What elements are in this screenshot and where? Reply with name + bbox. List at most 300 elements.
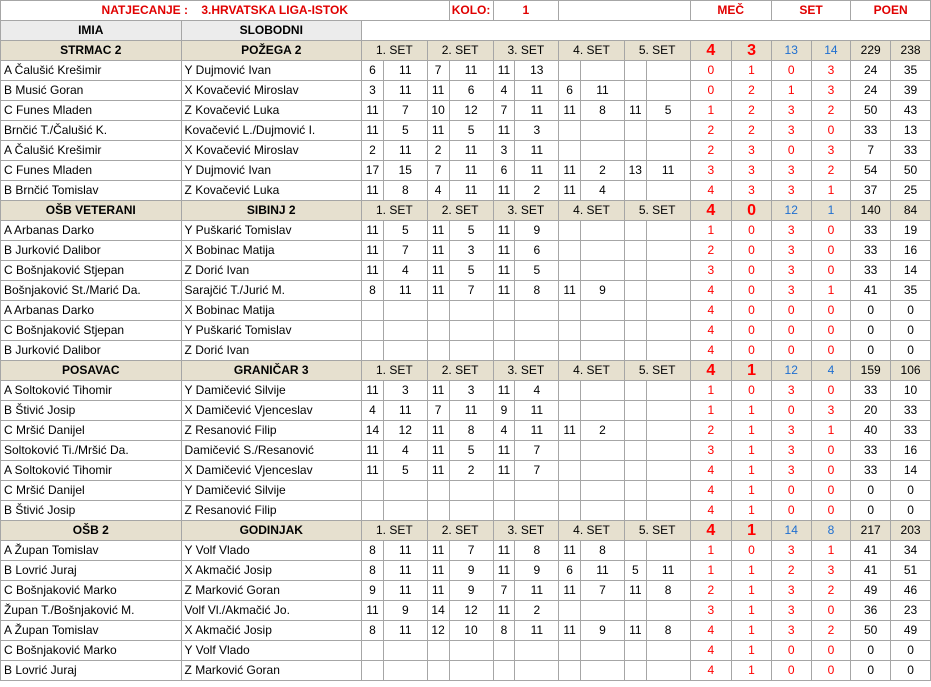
game-sets-away: 1 xyxy=(811,541,851,561)
column-head-row xyxy=(1,21,931,41)
game-row xyxy=(1,581,931,601)
running-match-home: 4 xyxy=(690,481,732,501)
game-sets-home: 3 xyxy=(771,541,811,561)
set-score-1-home: 11 xyxy=(362,261,384,281)
sets-total-home: 12 xyxy=(771,201,811,221)
set-score-5-home xyxy=(624,61,646,81)
set-score-5-home xyxy=(624,321,646,341)
set-score-5-home xyxy=(624,601,646,621)
set-score-1-away: 11 xyxy=(383,561,427,581)
set-score-2-away: 3 xyxy=(449,381,493,401)
set-score-3-away: 8 xyxy=(515,281,559,301)
set-score-2-away: 11 xyxy=(449,401,493,421)
set-score-3-away xyxy=(515,321,559,341)
set-score-4-home xyxy=(559,221,581,241)
away-player: Kovačević L./Dujmović I. xyxy=(181,121,361,141)
game-sets-away: 3 xyxy=(811,61,851,81)
home-player: A Soltoković Tihomir xyxy=(1,461,182,481)
away-player: Y Damičević Silvije xyxy=(181,481,361,501)
set-score-5-home: 5 xyxy=(624,561,646,581)
set-score-2-away xyxy=(449,321,493,341)
set-score-1-home: 4 xyxy=(362,401,384,421)
set-score-5-away: 8 xyxy=(646,621,690,641)
away-player: Z Kovačević Luka xyxy=(181,101,361,121)
set-score-4-away xyxy=(581,401,625,421)
running-match-away: 1 xyxy=(732,601,772,621)
set-score-3-home: 11 xyxy=(493,261,515,281)
set-score-5-home xyxy=(624,301,646,321)
set-score-2-home: 10 xyxy=(427,101,449,121)
set-score-4-home: 11 xyxy=(559,161,581,181)
game-row xyxy=(1,641,931,661)
running-match-home: 0 xyxy=(690,81,732,101)
game-sets-home: 3 xyxy=(771,461,811,481)
set-score-5-home: 13 xyxy=(624,161,646,181)
set-score-3-home: 8 xyxy=(493,621,515,641)
set-score-1-away xyxy=(383,661,427,681)
set-score-3-home xyxy=(493,661,515,681)
match-score-away: 3 xyxy=(732,41,772,61)
running-match-home: 3 xyxy=(690,161,732,181)
home-player: B Musić Goran xyxy=(1,81,182,101)
running-match-home: 4 xyxy=(690,321,732,341)
game-sets-home: 3 xyxy=(771,101,811,121)
game-points-home: 33 xyxy=(851,221,891,241)
away-player: Z Marković Goran xyxy=(181,581,361,601)
set-score-3-home: 9 xyxy=(493,401,515,421)
home-column-head: IMIA xyxy=(1,21,182,41)
match-score-home: 4 xyxy=(690,201,732,221)
set-score-4-home: 11 xyxy=(559,541,581,561)
set-score-1-away xyxy=(383,501,427,521)
set-score-2-home: 11 xyxy=(427,261,449,281)
team-header-row xyxy=(1,521,931,541)
game-sets-home: 3 xyxy=(771,421,811,441)
home-player: B Lovrić Juraj xyxy=(1,561,182,581)
game-sets-home: 0 xyxy=(771,501,811,521)
running-match-away: 2 xyxy=(732,101,772,121)
game-sets-away: 2 xyxy=(811,581,851,601)
set-score-5-away xyxy=(646,81,690,101)
set-score-1-away: 11 xyxy=(383,541,427,561)
running-match-away: 1 xyxy=(732,641,772,661)
set-score-1-home: 8 xyxy=(362,621,384,641)
set-score-3-away: 11 xyxy=(515,581,559,601)
game-points-away: 19 xyxy=(891,221,931,241)
set-score-5-home xyxy=(624,181,646,201)
match-score-away: 0 xyxy=(732,201,772,221)
points-total-home: 229 xyxy=(851,41,891,61)
game-sets-away: 3 xyxy=(811,561,851,581)
set-score-2-home: 11 xyxy=(427,461,449,481)
match-score-home: 4 xyxy=(690,41,732,61)
set-score-4-away: 11 xyxy=(581,561,625,581)
game-sets-away: 0 xyxy=(811,501,851,521)
points-total-away: 238 xyxy=(891,41,931,61)
set-score-5-home: 11 xyxy=(624,101,646,121)
set-score-4-home xyxy=(559,61,581,81)
running-match-home: 0 xyxy=(690,61,732,81)
game-points-home: 41 xyxy=(851,541,891,561)
away-player: Z Dorić Ivan xyxy=(181,341,361,361)
set-score-4-away: 9 xyxy=(581,621,625,641)
set-score-2-away: 8 xyxy=(449,421,493,441)
set-score-3-away: 7 xyxy=(515,461,559,481)
set-score-2-home: 7 xyxy=(427,61,449,81)
set-score-5-home xyxy=(624,641,646,661)
game-points-home: 33 xyxy=(851,461,891,481)
set-score-3-away: 9 xyxy=(515,221,559,241)
game-row xyxy=(1,341,931,361)
game-points-away: 39 xyxy=(891,81,931,101)
home-player: Soltoković Ti./Mršić Da. xyxy=(1,441,182,461)
set-score-3-home: 11 xyxy=(493,241,515,261)
running-match-home: 1 xyxy=(690,541,732,561)
set-label-2: 2. SET xyxy=(427,41,493,61)
running-match-away: 1 xyxy=(732,561,772,581)
running-match-away: 3 xyxy=(732,181,772,201)
sets-total-away: 8 xyxy=(811,521,851,541)
set-score-2-away xyxy=(449,501,493,521)
set-score-2-home: 11 xyxy=(427,381,449,401)
set-score-4-home xyxy=(559,441,581,461)
running-match-away: 1 xyxy=(732,441,772,461)
running-match-home: 4 xyxy=(690,181,732,201)
set-score-5-away xyxy=(646,121,690,141)
game-row xyxy=(1,561,931,581)
match-score-home: 4 xyxy=(690,361,732,381)
game-points-away: 16 xyxy=(891,441,931,461)
game-sets-home: 2 xyxy=(771,561,811,581)
game-sets-home: 0 xyxy=(771,61,811,81)
set-score-5-away: 8 xyxy=(646,581,690,601)
set-score-1-home: 11 xyxy=(362,241,384,261)
game-sets-away: 0 xyxy=(811,241,851,261)
game-sets-home: 0 xyxy=(771,321,811,341)
set-score-5-home xyxy=(624,81,646,101)
home-team-name: OŠB 2 xyxy=(1,521,182,541)
game-sets-home: 3 xyxy=(771,261,811,281)
set-header: SET xyxy=(771,1,850,21)
game-points-home: 0 xyxy=(851,501,891,521)
game-points-away: 16 xyxy=(891,241,931,261)
game-row xyxy=(1,421,931,441)
game-points-away: 0 xyxy=(891,301,931,321)
running-match-home: 4 xyxy=(690,501,732,521)
game-row xyxy=(1,101,931,121)
game-sets-home: 3 xyxy=(771,601,811,621)
running-match-home: 4 xyxy=(690,301,732,321)
game-sets-home: 3 xyxy=(771,181,811,201)
set-score-1-away: 11 xyxy=(383,401,427,421)
set-score-4-home xyxy=(559,341,581,361)
game-row xyxy=(1,441,931,461)
game-row xyxy=(1,401,931,421)
game-sets-home: 0 xyxy=(771,641,811,661)
set-score-5-away xyxy=(646,281,690,301)
header-row xyxy=(1,1,931,21)
set-score-3-home xyxy=(493,301,515,321)
points-total-away: 106 xyxy=(891,361,931,381)
home-player: B Štivić Josip xyxy=(1,501,182,521)
set-score-1-home: 8 xyxy=(362,541,384,561)
set-score-3-home: 11 xyxy=(493,461,515,481)
game-sets-home: 3 xyxy=(771,281,811,301)
set-score-4-away: 2 xyxy=(581,421,625,441)
set-score-2-away: 5 xyxy=(449,441,493,461)
set-label-4: 4. SET xyxy=(559,201,625,221)
set-label-5: 5. SET xyxy=(624,201,690,221)
game-points-away: 49 xyxy=(891,621,931,641)
home-player: C Mršić Danijel xyxy=(1,421,182,441)
set-score-1-home: 14 xyxy=(362,421,384,441)
game-points-home: 41 xyxy=(851,281,891,301)
set-score-4-away xyxy=(581,301,625,321)
set-score-5-home xyxy=(624,141,646,161)
set-score-4-away xyxy=(581,601,625,621)
set-score-5-home xyxy=(624,121,646,141)
set-score-4-away xyxy=(581,341,625,361)
game-points-home: 0 xyxy=(851,661,891,681)
game-points-away: 14 xyxy=(891,261,931,281)
set-score-5-away xyxy=(646,261,690,281)
set-score-1-home: 3 xyxy=(362,81,384,101)
set-score-4-away: 4 xyxy=(581,181,625,201)
set-score-4-away: 8 xyxy=(581,541,625,561)
home-player: C Funes Mladen xyxy=(1,101,182,121)
set-score-5-away xyxy=(646,421,690,441)
away-player: X Bobinac Matija xyxy=(181,241,361,261)
game-sets-home: 3 xyxy=(771,441,811,461)
game-sets-home: 0 xyxy=(771,481,811,501)
game-row xyxy=(1,461,931,481)
set-score-4-home xyxy=(559,261,581,281)
set-score-4-away: 2 xyxy=(581,161,625,181)
set-score-2-home xyxy=(427,481,449,501)
set-score-2-home: 11 xyxy=(427,581,449,601)
set-score-2-home: 12 xyxy=(427,621,449,641)
set-score-4-away xyxy=(581,61,625,81)
sets-total-home: 13 xyxy=(771,41,811,61)
game-points-away: 34 xyxy=(891,541,931,561)
game-points-away: 10 xyxy=(891,381,931,401)
set-score-5-away xyxy=(646,321,690,341)
set-score-3-home: 11 xyxy=(493,181,515,201)
set-label-3: 3. SET xyxy=(493,521,559,541)
set-score-5-away xyxy=(646,61,690,81)
game-points-home: 33 xyxy=(851,241,891,261)
set-score-5-away xyxy=(646,501,690,521)
set-score-5-home xyxy=(624,381,646,401)
set-label-4: 4. SET xyxy=(559,361,625,381)
game-sets-away: 2 xyxy=(811,101,851,121)
set-score-3-home: 11 xyxy=(493,541,515,561)
set-score-5-home xyxy=(624,461,646,481)
game-sets-away: 3 xyxy=(811,141,851,161)
set-label-4: 4. SET xyxy=(559,41,625,61)
running-match-away: 0 xyxy=(732,301,772,321)
game-row xyxy=(1,261,931,281)
game-row xyxy=(1,61,931,81)
set-score-2-away: 12 xyxy=(449,101,493,121)
set-score-1-home: 11 xyxy=(362,121,384,141)
game-points-home: 0 xyxy=(851,481,891,501)
away-player: Z Dorić Ivan xyxy=(181,261,361,281)
game-row xyxy=(1,501,931,521)
set-score-1-home: 11 xyxy=(362,441,384,461)
game-points-home: 0 xyxy=(851,341,891,361)
set-score-3-away xyxy=(515,481,559,501)
set-score-3-home xyxy=(493,641,515,661)
away-player: X Bobinac Matija xyxy=(181,301,361,321)
set-score-1-away: 11 xyxy=(383,581,427,601)
set-score-2-home: 7 xyxy=(427,401,449,421)
set-score-3-away: 11 xyxy=(515,621,559,641)
home-player: A Čalušić Krešimir xyxy=(1,141,182,161)
running-match-home: 2 xyxy=(690,141,732,161)
game-row xyxy=(1,321,931,341)
set-score-1-home: 11 xyxy=(362,601,384,621)
running-match-away: 0 xyxy=(732,221,772,241)
set-score-5-away xyxy=(646,481,690,501)
running-match-away: 0 xyxy=(732,341,772,361)
set-score-1-home: 11 xyxy=(362,101,384,121)
set-score-4-home: 6 xyxy=(559,81,581,101)
game-points-away: 0 xyxy=(891,641,931,661)
set-score-3-home: 7 xyxy=(493,581,515,601)
set-score-5-home xyxy=(624,481,646,501)
game-sets-away: 0 xyxy=(811,441,851,461)
set-score-5-home: 11 xyxy=(624,581,646,601)
set-score-4-home: 11 xyxy=(559,581,581,601)
column-head-spacer xyxy=(362,21,931,41)
game-points-away: 46 xyxy=(891,581,931,601)
running-match-home: 1 xyxy=(690,381,732,401)
running-match-home: 4 xyxy=(690,621,732,641)
set-score-2-home xyxy=(427,661,449,681)
game-points-away: 43 xyxy=(891,101,931,121)
set-score-4-home xyxy=(559,401,581,421)
set-score-5-away xyxy=(646,441,690,461)
running-match-away: 0 xyxy=(732,281,772,301)
set-score-5-away xyxy=(646,241,690,261)
set-score-1-home xyxy=(362,481,384,501)
set-score-3-away xyxy=(515,641,559,661)
set-score-3-away: 11 xyxy=(515,421,559,441)
set-score-4-home xyxy=(559,301,581,321)
running-match-away: 3 xyxy=(732,141,772,161)
game-sets-away: 0 xyxy=(811,381,851,401)
away-player: X Damičević Vjenceslav xyxy=(181,461,361,481)
home-player: B Brnčić Tomislav xyxy=(1,181,182,201)
mec-header: MEČ xyxy=(690,1,771,21)
set-label-2: 2. SET xyxy=(427,361,493,381)
set-score-4-home xyxy=(559,481,581,501)
game-points-home: 50 xyxy=(851,101,891,121)
set-score-5-home xyxy=(624,441,646,461)
away-player: X Damičević Vjenceslav xyxy=(181,401,361,421)
set-score-4-away xyxy=(581,221,625,241)
set-score-2-away: 9 xyxy=(449,581,493,601)
set-score-2-away xyxy=(449,661,493,681)
set-score-3-away: 3 xyxy=(515,121,559,141)
header-spacer xyxy=(559,1,690,21)
set-score-4-away xyxy=(581,121,625,141)
away-player: Z Kovačević Luka xyxy=(181,181,361,201)
set-score-3-away: 11 xyxy=(515,141,559,161)
running-match-home: 3 xyxy=(690,601,732,621)
set-score-2-away: 11 xyxy=(449,61,493,81)
home-player: B Jurković Dalibor xyxy=(1,241,182,261)
set-score-5-home xyxy=(624,661,646,681)
set-label-5: 5. SET xyxy=(624,361,690,381)
set-score-5-away xyxy=(646,221,690,241)
set-score-2-away: 5 xyxy=(449,221,493,241)
away-player: Y Puškarić Tomislav xyxy=(181,221,361,241)
set-score-2-away: 5 xyxy=(449,261,493,281)
set-score-2-home: 11 xyxy=(427,121,449,141)
running-match-away: 1 xyxy=(732,621,772,641)
set-score-1-away xyxy=(383,641,427,661)
set-score-5-away xyxy=(646,641,690,661)
set-score-3-away: 5 xyxy=(515,261,559,281)
set-score-4-home xyxy=(559,241,581,261)
away-team-name: SIBINJ 2 xyxy=(181,201,361,221)
home-player: C Bošnjaković Stjepan xyxy=(1,321,182,341)
away-player: Z Resanović Filip xyxy=(181,421,361,441)
game-points-home: 33 xyxy=(851,441,891,461)
running-match-home: 2 xyxy=(690,241,732,261)
set-score-2-away: 3 xyxy=(449,241,493,261)
set-score-3-home: 4 xyxy=(493,421,515,441)
running-match-away: 2 xyxy=(732,121,772,141)
running-match-away: 0 xyxy=(732,261,772,281)
set-score-4-away xyxy=(581,261,625,281)
running-match-away: 1 xyxy=(732,581,772,601)
game-row xyxy=(1,381,931,401)
home-player: A Čalušić Krešimir xyxy=(1,61,182,81)
game-points-home: 0 xyxy=(851,301,891,321)
game-sets-home: 0 xyxy=(771,341,811,361)
set-score-5-away xyxy=(646,601,690,621)
set-score-1-away: 9 xyxy=(383,601,427,621)
set-score-5-home xyxy=(624,501,646,521)
set-score-3-home: 3 xyxy=(493,141,515,161)
set-score-3-away: 13 xyxy=(515,61,559,81)
running-match-away: 2 xyxy=(732,81,772,101)
match-score-home: 4 xyxy=(690,521,732,541)
set-score-3-home xyxy=(493,341,515,361)
set-score-2-away: 9 xyxy=(449,561,493,581)
set-score-4-away: 11 xyxy=(581,81,625,101)
set-score-3-home: 11 xyxy=(493,381,515,401)
set-score-4-home xyxy=(559,461,581,481)
set-score-4-home xyxy=(559,381,581,401)
game-sets-home: 1 xyxy=(771,81,811,101)
home-player: Bošnjaković St./Marić Da. xyxy=(1,281,182,301)
set-score-4-away xyxy=(581,381,625,401)
game-points-away: 25 xyxy=(891,181,931,201)
team-header-row xyxy=(1,361,931,381)
set-label-5: 5. SET xyxy=(624,521,690,541)
game-sets-home: 0 xyxy=(771,661,811,681)
game-points-home: 50 xyxy=(851,621,891,641)
set-score-5-away xyxy=(646,381,690,401)
set-score-1-away: 7 xyxy=(383,101,427,121)
game-points-home: 33 xyxy=(851,261,891,281)
set-score-1-home: 11 xyxy=(362,181,384,201)
set-score-5-home xyxy=(624,241,646,261)
